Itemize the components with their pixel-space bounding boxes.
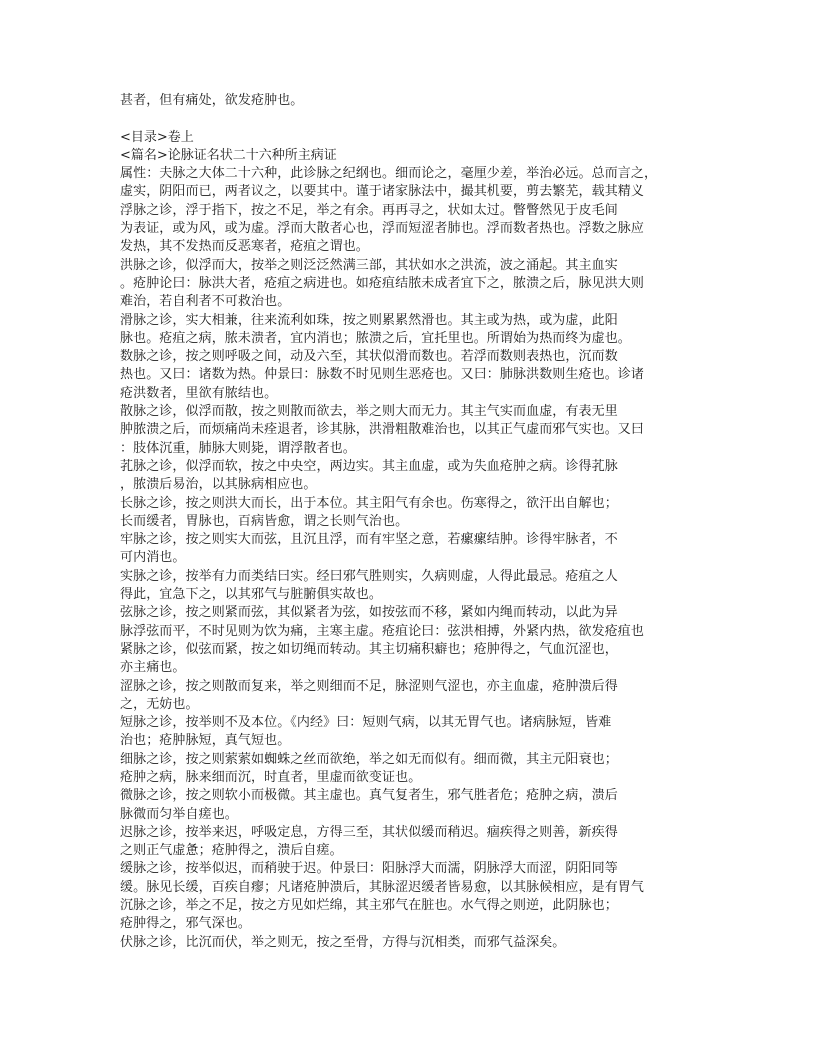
chapter-heading: <篇名>论脉证名状二十六种所主病证: [120, 147, 337, 163]
text-line: 缓脉之诊，按举似迟，而稍驶于迟。仲景曰：阳脉浮大而濡，阴脉浮大而涩，阴阳同等: [120, 861, 618, 877]
text-line: ：肢体沉重，肺脉大则毙，谓浮散者也。: [120, 440, 356, 456]
text-line: 涩脉之诊，按之则散而复来，举之则细而不足，脉涩则气涩也，亦主血虚，疮肿溃后得: [120, 678, 618, 694]
text-line: 。疮肿论曰：脉洪大者，疮疽之病进也。如疮疽结脓未成者宜下之，脓溃之后，脉见洪大则: [120, 275, 645, 291]
text-line: 治也；疮肿脉短，真气短也。: [120, 733, 291, 749]
text-line: ，脓溃后易治，以其脉病相应也。: [120, 477, 317, 493]
text-line: 滑脉之诊，实大相兼，往来流利如珠，按之则累累然滑也。其主或为热，或为虚，此阳: [120, 312, 618, 328]
text-line: 发热，其不发热而反恶寒者，疮疽之谓也。: [120, 239, 369, 255]
text-line: 得此，宜急下之，以其邪气与脏腑俱实故也。: [120, 587, 383, 603]
text-line: 脉微而匀举自瘥也。: [120, 806, 238, 822]
text-line: 难治，若自利者不可救治也。: [120, 294, 291, 310]
text-line: 热也。又曰：诸数为热。仲景曰：脉数不时见则生恶疮也。又曰：肺脉洪数则生疮也。诊诸: [120, 367, 645, 383]
text-line: 散脉之诊，似浮而散，按之则散而欲去，举之则大而无力。其主气实而血虚，有表无里: [120, 404, 618, 420]
toc-heading: <目录>卷上: [120, 129, 194, 145]
text-line: 牢脉之诊，按之则实大而弦，且沉且浮，而有牢坚之意，若瘰瘰结肿。诊得牢脉者，不: [120, 532, 618, 548]
text-line: 实脉之诊，按举有力而类结曰实。经曰邪气胜则实，久病则虚，人得此最忌。疮疽之人: [120, 568, 618, 584]
blank-line: [120, 110, 700, 128]
text-line: 脉也。疮疽之病，脓未溃者，宜内消也；脓溃之后，宜托里也。所谓始为热而终为虚也。: [120, 330, 631, 346]
text-line: 洪脉之诊，似浮而大，按举之则泛泛然满三部，其状如水之洪流，波之涌起。其主血实: [120, 257, 618, 273]
text-line: 缓。脉见长缓，百疾自瘳；凡诸疮肿溃后，其脉涩迟缓者皆易愈，以其脉候相应，是有胃气: [120, 879, 645, 895]
text-line: 长而缓者，胃脉也，百病皆愈，谓之长则气治也。: [120, 513, 409, 529]
intro-line: 甚者，但有痛处，欲发疮肿也。: [120, 93, 304, 108]
text-line: 长脉之诊，按之则洪大而长，出于本位。其主阳气有余也。伤寒得之，欲汗出自解也；: [120, 495, 618, 511]
text-line: 虚实，阴阳而已，两者议之，以要其中。谨于诸家脉法中，撮其机要，剪去繁芜，载其精义: [120, 184, 645, 200]
text-line: 微脉之诊，按之则软小而极微。其主虚也。真气复者生，邪气胜者危；疮肿之病，溃后: [120, 788, 618, 804]
text-line: 疮肿之病，脉来细而沉，时直者，里虚而欲变证也。: [120, 769, 422, 785]
text-line: 弦脉之诊，按之则紧而弦，其似紧者为弦，如按弦而不移，紧如内绳而转动，以此为异: [120, 605, 618, 621]
text-line: 沉脉之诊，举之不足，按之方见如烂绵，其主邪气在脏也。水气得之则逆，此阴脉也；: [120, 898, 618, 914]
text-line: 紧脉之诊，似弦而紧，按之如切绳而转动。其主切痛积癖也；疮肿得之，气血沉涩也，: [120, 641, 618, 657]
text-line: 疮洪数者，里欲有脓结也。: [120, 385, 278, 401]
text-line: 可内消也。: [120, 550, 186, 566]
text-line: 脉浮弦而平，不时见则为饮为痛，主寒主虚。疮疽论曰：弦洪相搏，外紧内热，欲发疮疽也: [120, 623, 645, 639]
text-line: 肿脓溃之后，而烦痛尚未痊退者，诊其脉，洪滑粗散难治也，以其正气虚而邪气实也。又曰: [120, 422, 645, 438]
text-line: 芤脉之诊，似浮而软，按之中央空，两边实。其主血虚，或为失血疮肿之病。诊得芤脉: [120, 458, 618, 474]
text-line: 之，无妨也。: [120, 696, 199, 712]
text-line: 之则正气虚惫；疮肿得之，溃后自瘥。: [120, 843, 343, 859]
text-line: 属性：夫脉之大体二十六种，此诊脉之纪纲也。细而论之，毫厘少差，举治必远。总而言之，: [120, 166, 658, 182]
text-line: 为表证，或为风，或为虚。浮而大散者心也，浮而短涩者肺也。浮而数者热也。浮数之脉应: [120, 221, 645, 237]
text-line: 短脉之诊，按举则不及本位。《内经》曰：短则气病，以其无胃气也。诸病脉短，皆难: [120, 715, 612, 731]
text-line: 伏脉之诊，比沉而伏，举之则无，按之至骨，方得与沉相类，而邪气益深矣。: [120, 934, 566, 950]
document-page: [120, 92, 700, 952]
text-line: 数脉之诊，按之则呼吸之间，动及六至，其状似滑而数也。若浮而数则表热也，沉而数: [120, 349, 618, 365]
text-line: 细脉之诊，按之则萦萦如蜘蛛之丝而欲绝，举之如无而似有。细而微，其主元阳衰也；: [120, 751, 618, 767]
text-line: 疮肿得之，邪气深也。: [120, 916, 252, 932]
text-line: 迟脉之诊，按举来迟，呼吸定息，方得三至，其状似缓而稍迟。痼疾得之则善，新疾得: [120, 824, 618, 840]
body-text: [120, 165, 700, 952]
text-line: 浮脉之诊，浮于指下，按之不足，举之有余。再再寻之，状如太过。瞥瞥然见于皮毛间: [120, 202, 618, 218]
text-line: 亦主痛也。: [120, 660, 186, 676]
